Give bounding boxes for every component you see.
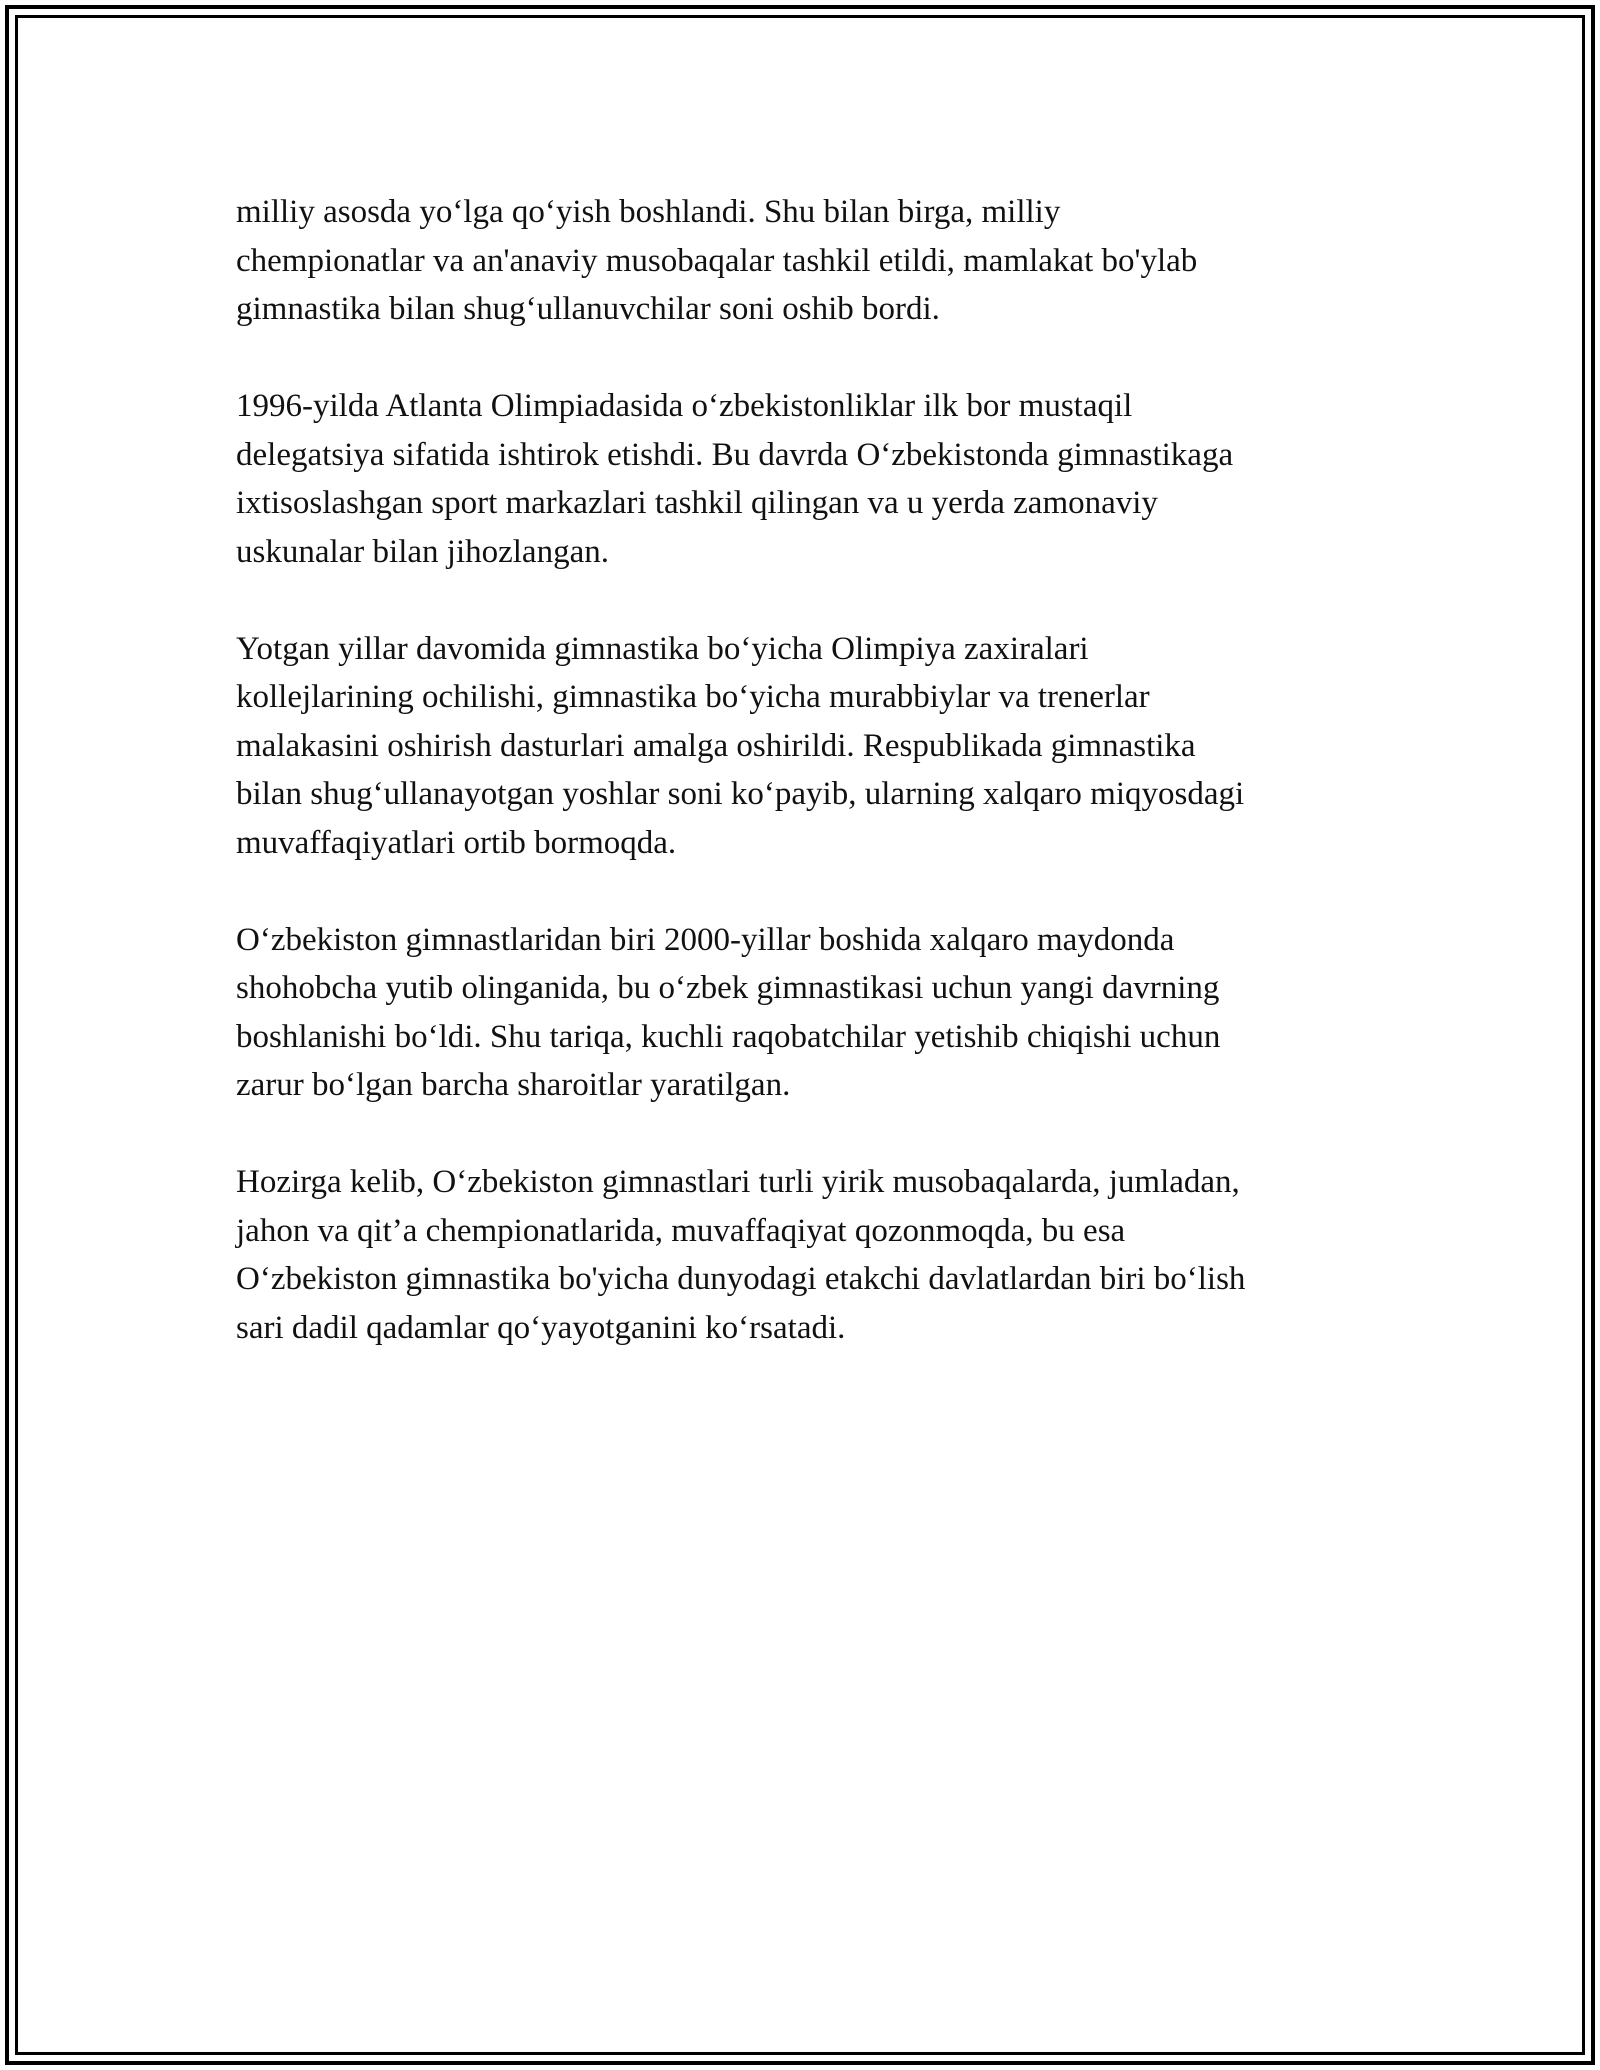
text-line: malakasini oshirish dasturlari amalga oshirildi. Respublikada gimnastika: [236, 727, 1196, 764]
text-line: shohobcha yutib olinganida, bu o‘zbek gimnastikasi uchun yangi davrning: [236, 970, 1220, 1006]
text-line: Yotgan yillar davomida gimnastika bo‘yicha Olimpiya zaxiralari: [236, 630, 1089, 667]
paragraph: [236, 188, 1386, 334]
text-line: milliy asosda yo‘lga qo‘yish boshlandi. Shu bilan birga, milliy: [236, 194, 1061, 230]
paragraph: [236, 382, 1386, 576]
text-line: kollejlarining ochilishi, gimnastika bo‘yicha murabbiylar va trenerlar: [236, 679, 1150, 715]
document-body: [236, 188, 1386, 1401]
text-line: sari dadil qadamlar qo‘yayotganini ko‘rsatadi.: [236, 1309, 846, 1346]
text-line: zarur bo‘lgan barcha sharoitlar yaratilgan.: [236, 1067, 791, 1103]
text-line: chempionatlar va an'anaviy musobaqalar tashkil etildi, mamlakat bo'ylab: [236, 242, 1198, 279]
text-line: bilan shug‘ullanayotgan yoshlar soni ko‘payib, ularning xalqaro miqyosdagi: [236, 776, 1245, 812]
text-line: delegatsiya sifatida ishtirok etishdi. Bu davrda O‘zbekistonda gimnastikaga: [236, 436, 1234, 473]
paragraph: [236, 625, 1386, 868]
text-line: 1996-yilda Atlanta Olimpiadasida o‘zbekistonliklar ilk bor mustaqil: [236, 388, 1133, 424]
text-line: O‘zbekiston gimnastika bo'yicha dunyodagi etakchi davlatlardan biri bo‘lish: [236, 1261, 1246, 1297]
text-line: muvaffaqiyatlari ortib bormoqda.: [236, 824, 677, 861]
text-line: uskunalar bilan jihozlangan.: [236, 533, 609, 570]
text-line: Hozirga kelib, O‘zbekiston gimnastlari turli yirik musobaqalarda, jumladan,: [236, 1164, 1240, 1200]
text-line: jahon va qit’a chempionatlarida, muvaffaqiyat qozonmoqda, bu esa: [236, 1212, 1126, 1249]
paragraph: [236, 916, 1386, 1110]
text-line: gimnastika bilan shug‘ullanuvchilar soni oshib bordi.: [236, 291, 940, 327]
paragraph: [236, 1158, 1386, 1352]
text-line: ixtisoslashgan sport markazlari tashkil qilingan va u yerda zamonaviy: [236, 485, 1158, 521]
text-line: boshlanishi bo‘ldi. Shu tariqa, kuchli raqobatchilar yetishib chiqishi uchun: [236, 1018, 1221, 1055]
text-line: O‘zbekiston gimnastlaridan biri 2000-yillar boshida xalqaro maydonda: [236, 921, 1175, 958]
